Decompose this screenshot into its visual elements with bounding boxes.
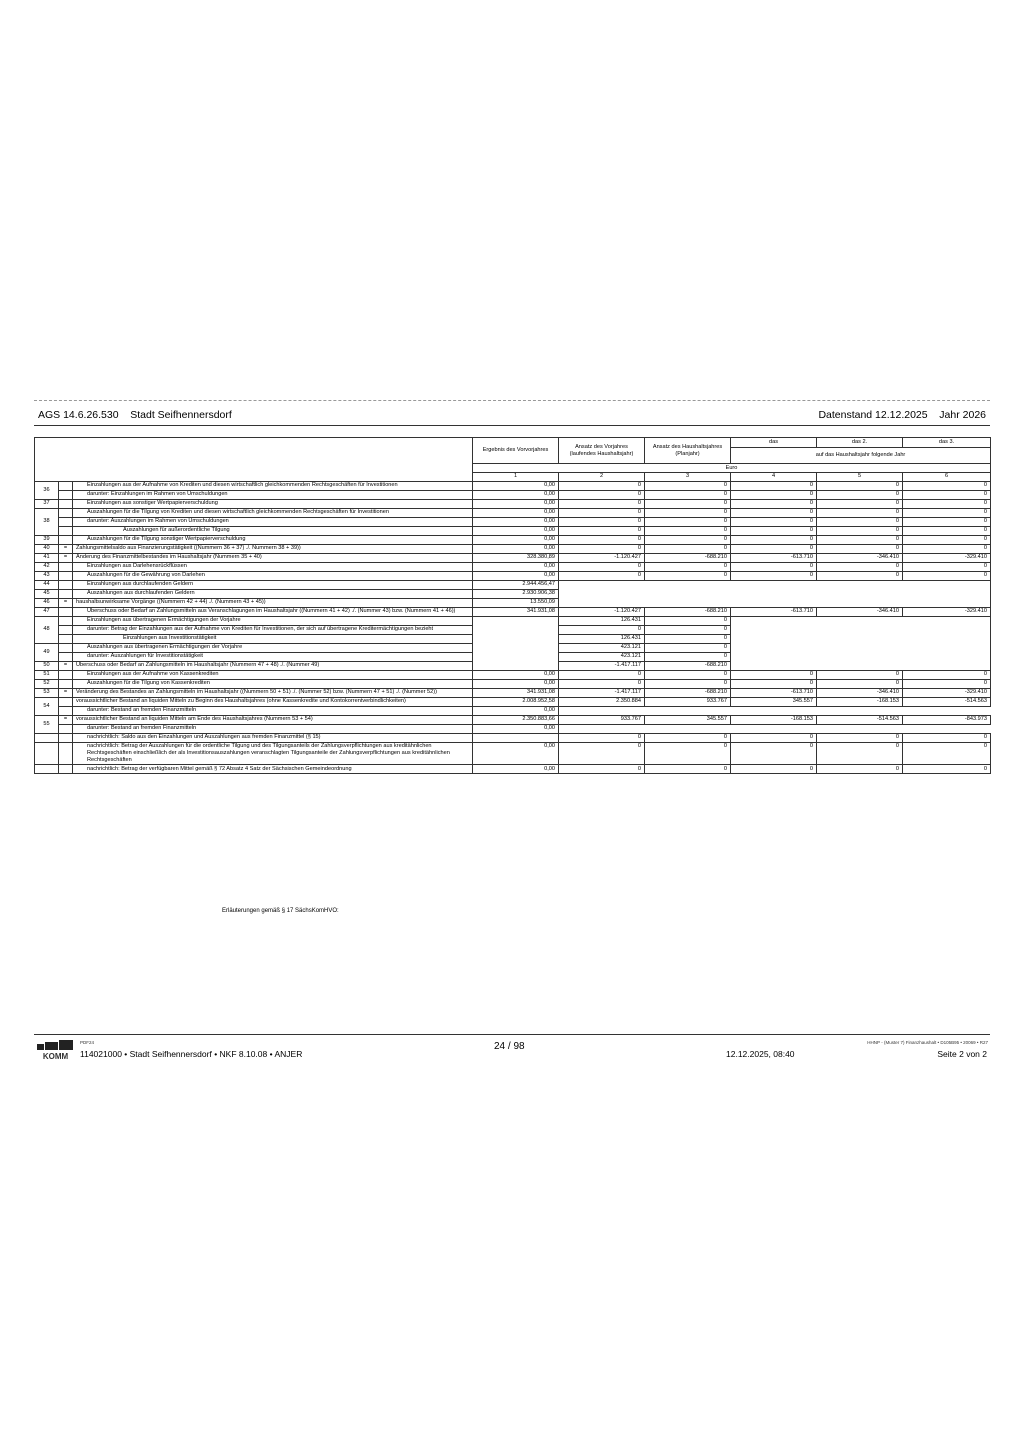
row-label	[73, 589, 473, 598]
row-value: 0	[903, 517, 991, 526]
row-value: 0,00	[473, 562, 559, 571]
finance-table	[34, 437, 991, 774]
row-label-text: Einzahlungen aus durchlaufenden Geldern	[87, 581, 194, 588]
row-number: 51	[35, 670, 59, 679]
row-value: 0	[731, 517, 817, 526]
row-number: 46	[35, 598, 59, 607]
row-value	[473, 733, 559, 742]
row-operator: =	[59, 661, 73, 670]
row-label	[73, 526, 473, 535]
row-value: 0	[559, 562, 645, 571]
row-operator	[59, 526, 73, 535]
col-number: 4	[731, 472, 817, 481]
row-operator	[59, 490, 73, 499]
col-header-2: Ansatz des Vorjahres (laufendes Haushaltsjahr)	[559, 438, 645, 464]
row-label-text: darunter: Auszahlungen für Investitionstätigkeit	[87, 653, 203, 660]
row-value: -688.210	[645, 661, 731, 670]
row-value: 0	[645, 733, 731, 742]
row-value: 0	[559, 544, 645, 553]
footer-datetime: 12.12.2025, 08:40	[726, 1049, 795, 1059]
row-value: 0	[903, 562, 991, 571]
adkomm-logo	[37, 1040, 74, 1060]
row-number: 48	[35, 616, 59, 643]
row-value: -168.153	[817, 697, 903, 706]
row-value: -329.410	[903, 607, 991, 616]
row-value: 0	[731, 535, 817, 544]
row-label-text: Auszahlungen für die Gewährung von Darlehen	[87, 572, 205, 579]
row-value: -1.120.427	[559, 553, 645, 562]
row-value: -1.417.117	[559, 661, 645, 670]
row-operator	[59, 535, 73, 544]
row-label-text: Auszahlungen für die Tilgung sonstiger Wertpapierverschuldung	[87, 536, 246, 543]
row-operator	[59, 481, 73, 490]
row-value: 0	[903, 490, 991, 499]
row-value: 126.431	[559, 634, 645, 643]
row-label-text: darunter: Betrag der Einzahlungen aus der Aufnahme von Krediten für Investitionen, der sich auf übertragene Kreditermächtigungen bezieht	[87, 626, 434, 633]
row-label	[73, 490, 473, 499]
row-label-text: darunter: Bestand an fremden Finanzmitteln	[87, 725, 197, 732]
row-value: 0	[731, 742, 817, 765]
row-label	[73, 742, 473, 765]
col-number: 3	[645, 472, 731, 481]
row-value: 0	[817, 571, 903, 580]
row-operator	[59, 670, 73, 679]
row-number: 44	[35, 580, 59, 589]
explanations-note: Erläuterungen gemäß § 17 SächsKomHVO:	[222, 908, 339, 914]
row-operator: =	[59, 553, 73, 562]
row-value: 0	[903, 742, 991, 765]
row-label	[73, 643, 473, 652]
row-number: 50	[35, 661, 59, 670]
col-header-4: das	[731, 438, 817, 448]
row-value: 0	[645, 526, 731, 535]
row-label-text: Auszahlungen aus übertragenen Ermächtigungen der Vorjahre	[87, 644, 243, 651]
row-value: 0,00	[473, 490, 559, 499]
row-value: 0	[731, 679, 817, 688]
row-operator	[59, 643, 73, 652]
row-label	[73, 733, 473, 742]
row-number: 43	[35, 571, 59, 580]
row-value: -843.973	[903, 715, 991, 724]
row-label	[73, 553, 473, 562]
row-label	[73, 598, 473, 607]
row-label	[73, 625, 473, 634]
row-value: -688.210	[645, 607, 731, 616]
row-value: 0	[645, 616, 731, 625]
row-label-text: Überschuss oder Bedarf an Zahlungsmitteln aus Veranschlagungen im Haushaltsjahr ((Nummern 41 + 42) ./. (Nummer 43) bzw. (Nummern 41 + 46))	[87, 608, 456, 615]
row-value: 0	[559, 742, 645, 765]
row-operator	[59, 634, 73, 643]
row-value: 0,00	[473, 517, 559, 526]
row-label-text: Auszahlungen für die Tilgung von Kassenkrediten	[87, 680, 210, 687]
row-label-text: Änderung des Finanzmittelbestandes im Haushaltsjahr (Nummern 35 + 40)	[76, 554, 262, 561]
row-value: 0	[645, 625, 731, 634]
row-number: 47	[35, 607, 59, 616]
row-value: 0	[731, 571, 817, 580]
col-number: 1	[473, 472, 559, 481]
row-value: 0	[645, 562, 731, 571]
row-value: 0	[645, 499, 731, 508]
row-value: 0	[817, 481, 903, 490]
row-value: 0	[903, 535, 991, 544]
row-value: 0,00	[473, 535, 559, 544]
row-value: 126.431	[559, 616, 645, 625]
row-label	[73, 697, 473, 706]
row-value: 0	[903, 499, 991, 508]
row-value: 0	[559, 765, 645, 774]
row-value: 0	[645, 481, 731, 490]
row-label	[73, 499, 473, 508]
row-value: 0	[903, 526, 991, 535]
row-value: -514.563	[903, 697, 991, 706]
row-value: 345.557	[645, 715, 731, 724]
footer-small-code: PDF24	[80, 1040, 95, 1045]
row-operator	[59, 607, 73, 616]
row-value: 0	[903, 481, 991, 490]
row-label-text: Einzahlungen aus der Aufnahme von Kassenkrediten	[87, 671, 219, 678]
empty-cell	[559, 706, 991, 715]
row-number: 40	[35, 544, 59, 553]
row-value: 345.557	[731, 697, 817, 706]
row-value: 0	[645, 634, 731, 643]
row-value: 0	[817, 742, 903, 765]
row-operator	[59, 679, 73, 688]
currency-header: Euro	[473, 464, 991, 473]
row-value: 0,00	[473, 571, 559, 580]
row-value: 0	[817, 733, 903, 742]
col-header-6: das 3.	[903, 438, 991, 448]
row-value: 423.121	[559, 652, 645, 661]
row-label-text: haushaltsunwirksame Vorgänge ((Nummern 42 + 44) ./. (Nummern 43 + 45))	[76, 599, 266, 606]
row-label-text: voraussichtlicher Bestand an liquiden Mitteln am Ende des Haushaltsjahres (Nummern 53 + 54)	[76, 716, 313, 723]
row-label-text: Veränderung des Bestandes an Zahlungsmitteln im Haushaltsjahr ((Nummern 50 + 51) ./. (Nummer 52) bzw. (Nummern 47 + 51) ./. (Nummer 52))	[76, 689, 437, 696]
header-rule	[34, 425, 990, 426]
row-label	[73, 670, 473, 679]
row-value: 0	[645, 742, 731, 765]
row-value: 0,00	[473, 724, 559, 733]
row-value: 0	[645, 643, 731, 652]
row-operator	[59, 625, 73, 634]
row-value: 0	[817, 562, 903, 571]
row-label	[73, 652, 473, 661]
data-status: Datenstand 12.12.2025	[818, 409, 928, 421]
row-value: -1.417.117	[559, 688, 645, 697]
row-label-text: Einzahlungen aus übertragenen Ermächtigungen der Vorjahre	[87, 617, 241, 624]
row-label	[73, 679, 473, 688]
row-number: 42	[35, 562, 59, 571]
row-label-text: Einzahlungen aus Darlehensrückflüssen	[87, 563, 187, 570]
footer-page-of: Seite 2 von 2	[937, 1049, 987, 1059]
row-number: 36	[35, 481, 59, 499]
row-label	[73, 607, 473, 616]
row-operator	[59, 697, 73, 706]
row-value: -168.153	[731, 715, 817, 724]
row-value: 0	[903, 679, 991, 688]
row-value: 0	[559, 733, 645, 742]
row-operator	[59, 589, 73, 598]
row-value: 0	[559, 517, 645, 526]
row-value: 0,00	[473, 526, 559, 535]
row-value: 0	[645, 652, 731, 661]
row-value: 0	[559, 535, 645, 544]
row-number: 45	[35, 589, 59, 598]
empty-cell	[559, 724, 991, 733]
col-header-5: das 2.	[817, 438, 903, 448]
row-number	[35, 765, 59, 774]
row-operator	[59, 508, 73, 517]
row-label	[73, 634, 473, 643]
row-label	[73, 544, 473, 553]
empty-block	[559, 580, 991, 607]
row-value: 2.350.883,66	[473, 715, 559, 724]
row-value: 0	[731, 544, 817, 553]
header-left	[38, 409, 232, 421]
row-operator	[59, 652, 73, 661]
row-value: 0,00	[473, 742, 559, 765]
row-value: 0	[817, 544, 903, 553]
row-number: 39	[35, 535, 59, 544]
row-value: -346.410	[817, 553, 903, 562]
row-value: 0,00	[473, 544, 559, 553]
row-value: 0	[645, 765, 731, 774]
row-operator	[59, 706, 73, 715]
row-value: 0	[817, 670, 903, 679]
row-value: 13.550,09	[473, 598, 559, 607]
row-value: 341.931,08	[473, 607, 559, 616]
row-value: 0	[731, 670, 817, 679]
row-value: 0	[731, 526, 817, 535]
row-number: 54	[35, 697, 59, 715]
row-value: 0	[817, 490, 903, 499]
following-years-header: auf das Haushaltsjahr folgende Jahr	[731, 448, 991, 464]
row-label-text: Auszahlungen für außerordentliche Tilgung	[123, 527, 230, 534]
row-label-text: Überschuss oder Bedarf an Zahlungsmitteln im Haushaltsjahr (Nummern 47 + 48) ./. (Nummer 49)	[76, 662, 320, 669]
row-number: 49	[35, 643, 59, 661]
row-value: 0	[731, 499, 817, 508]
row-value: 0	[731, 490, 817, 499]
row-operator	[59, 742, 73, 765]
row-operator	[59, 724, 73, 733]
row-operator	[59, 562, 73, 571]
row-label	[73, 517, 473, 526]
footer-doc-id: 114021000 • Stadt Seifhennersdorf • NKF 8.10.08 • ANJER	[80, 1049, 303, 1059]
row-value: 0	[645, 490, 731, 499]
row-value: -346.410	[817, 688, 903, 697]
row-label-text: darunter: Bestand an fremden Finanzmitteln	[87, 707, 197, 714]
row-operator: =	[59, 598, 73, 607]
row-value: -346.410	[817, 607, 903, 616]
row-value: 0	[645, 571, 731, 580]
row-label	[73, 508, 473, 517]
row-label	[73, 580, 473, 589]
row-label	[73, 706, 473, 715]
row-label	[73, 535, 473, 544]
row-value: -613.710	[731, 553, 817, 562]
row-label	[73, 765, 473, 774]
header-blank-cell	[35, 438, 473, 482]
row-value: 933.767	[645, 697, 731, 706]
ags-code: AGS 14.6.26.530	[38, 409, 119, 421]
empty-col1-block	[473, 616, 559, 670]
row-value: -329.410	[903, 688, 991, 697]
row-value: 341.931,08	[473, 688, 559, 697]
row-value: 0,00	[473, 706, 559, 715]
row-label-text: nachrichtlich: Betrag der Auszahlungen für die ordentliche Tilgung und des Tilgungsanteils der Zahlungsverpflichtungen aus kreditähnlichen Rechtsgeschäften einschließlich der als Investitionsauszahlungen veranschlagten Tilgungsanteile der Zahlungsverpflichtungen aus kreditähnlichen Rechtsgeschäften	[87, 743, 450, 763]
row-value: 0	[817, 508, 903, 517]
row-value: 0	[731, 765, 817, 774]
col-number: 2	[559, 472, 645, 481]
row-operator	[59, 765, 73, 774]
row-value: 0	[817, 526, 903, 535]
row-operator: =	[59, 688, 73, 697]
row-label	[73, 562, 473, 571]
row-value: 0	[817, 535, 903, 544]
row-value: 2.008.952,58	[473, 697, 559, 706]
row-value: 0	[731, 481, 817, 490]
top-dashed-rule	[34, 400, 990, 401]
row-value: 933.767	[559, 715, 645, 724]
row-label-text: Einzahlungen aus Investitionstätigkeit	[123, 635, 217, 642]
row-operator	[59, 571, 73, 580]
row-label	[73, 715, 473, 724]
row-value: 0,00	[473, 481, 559, 490]
row-value: -329.410	[903, 553, 991, 562]
row-label-text: nachrichtlich: Saldo aus den Einzahlungen und Auszahlungen aus fremden Finanzmittel (§ 15)	[87, 734, 321, 741]
plan-year: Jahr 2026	[939, 409, 986, 421]
row-value: 0	[559, 670, 645, 679]
municipality-name: Stadt Seifhennersdorf	[130, 409, 232, 421]
row-value: 0	[645, 544, 731, 553]
page-header	[38, 409, 988, 423]
row-value: 0	[559, 499, 645, 508]
row-value: 0	[559, 625, 645, 634]
row-value: 0	[817, 679, 903, 688]
row-value: 0,00	[473, 670, 559, 679]
row-value: 0	[731, 562, 817, 571]
row-label-text: Auszahlungen aus durchlaufenden Geldern	[87, 590, 195, 597]
row-value: 0	[903, 765, 991, 774]
row-value: 0	[559, 679, 645, 688]
row-value: 2.930.906,38	[473, 589, 559, 598]
row-operator: =	[59, 544, 73, 553]
footer-rule	[34, 1034, 990, 1035]
col-header-3: Ansatz des Haushaltsjahres (Planjahr)	[645, 438, 731, 464]
row-label-text: darunter: Auszahlungen im Rahmen von Umschuldungen	[87, 518, 229, 525]
row-operator	[59, 616, 73, 625]
row-number: 37	[35, 499, 59, 508]
row-value: 423.121	[559, 643, 645, 652]
row-operator: =	[59, 715, 73, 724]
col-number: 6	[903, 472, 991, 481]
row-label-text: voraussichtlicher Bestand an liquiden Mitteln zu Beginn des Haushaltsjahres (ohne Kassenkredite und Kontokorrentverbindlichkeiten)	[76, 698, 406, 705]
row-value: -514.563	[817, 715, 903, 724]
row-label	[73, 481, 473, 490]
row-value: 0	[817, 517, 903, 526]
footer-page-number: 24 / 98	[494, 1041, 525, 1052]
col-header-1: Ergebnis des Vorvorjahres	[473, 438, 559, 464]
row-value: 0	[903, 544, 991, 553]
col-number: 5	[817, 472, 903, 481]
row-value: 0,00	[473, 765, 559, 774]
row-value: 0	[559, 490, 645, 499]
row-value: -688.210	[645, 553, 731, 562]
row-value: 328.380,89	[473, 553, 559, 562]
row-value: 0	[645, 508, 731, 517]
row-value: 0,00	[473, 679, 559, 688]
row-label-text: Einzahlungen aus sonstiger Wertpapierverschuldung	[87, 500, 218, 507]
row-number	[35, 733, 59, 742]
row-value: 0	[645, 679, 731, 688]
row-value: 0	[559, 571, 645, 580]
row-value: 0	[731, 508, 817, 517]
row-value: 0	[645, 517, 731, 526]
row-number	[35, 742, 59, 765]
row-value: 2.350.884	[559, 697, 645, 706]
row-number: 52	[35, 679, 59, 688]
row-value: 2.944.456,47	[473, 580, 559, 589]
row-label-text: nachrichtlich: Betrag der verfügbaren Mittel gemäß § 72 Absatz 4 Satz der Sächsischen Gemeindeordnung	[87, 765, 352, 772]
row-number: 41	[35, 553, 59, 562]
row-value: 0	[903, 571, 991, 580]
row-value: 0,00	[473, 508, 559, 517]
row-label-text: Einzahlungen aus der Aufnahme von Krediten und diesen wirtschaftlich gleichkommenden Rechtsgeschäften für Investitionen	[87, 482, 398, 489]
logo-text: KOMM	[42, 1052, 69, 1060]
row-number: 55	[35, 715, 59, 733]
row-value: 0	[645, 670, 731, 679]
row-value: 0	[903, 508, 991, 517]
row-label-text: Auszahlungen für die Tilgung von Krediten und diesen wirtschaftlich gleichkommenden Rechtsgeschäften für Investitionen	[87, 509, 389, 516]
row-value: -688.210	[645, 688, 731, 697]
row-operator	[59, 733, 73, 742]
row-label	[73, 688, 473, 697]
header-right	[818, 409, 986, 421]
row-label	[73, 571, 473, 580]
row-operator	[59, 499, 73, 508]
row-value: 0	[559, 481, 645, 490]
row-value: 0	[817, 765, 903, 774]
row-value: 0	[559, 526, 645, 535]
empty-block	[731, 616, 991, 670]
row-value: 0	[559, 508, 645, 517]
row-value: -613.710	[731, 688, 817, 697]
footer-form-info: HHNP - (Muster 7) Finanzhaushalt • D105B95 • 20069 • R27	[867, 1040, 988, 1045]
row-value: 0	[731, 733, 817, 742]
row-operator	[59, 517, 73, 526]
row-value: 0	[903, 733, 991, 742]
row-value: 0	[903, 670, 991, 679]
row-value: 0	[817, 499, 903, 508]
row-value: -613.710	[731, 607, 817, 616]
row-value: 0,00	[473, 499, 559, 508]
row-label	[73, 616, 473, 625]
row-value: -1.120.427	[559, 607, 645, 616]
row-number: 38	[35, 508, 59, 535]
row-label-text: darunter: Einzahlungen im Rahmen von Umschuldungen	[87, 491, 228, 498]
row-label	[73, 661, 473, 670]
row-operator	[59, 580, 73, 589]
row-label-text: Zahlungsmittelsaldo aus Finanzierungstätigkeit ((Nummern 36 + 37) ./. Nummern 38 + 39))	[76, 545, 301, 552]
row-number: 53	[35, 688, 59, 697]
row-value: 0	[645, 535, 731, 544]
row-label	[73, 724, 473, 733]
